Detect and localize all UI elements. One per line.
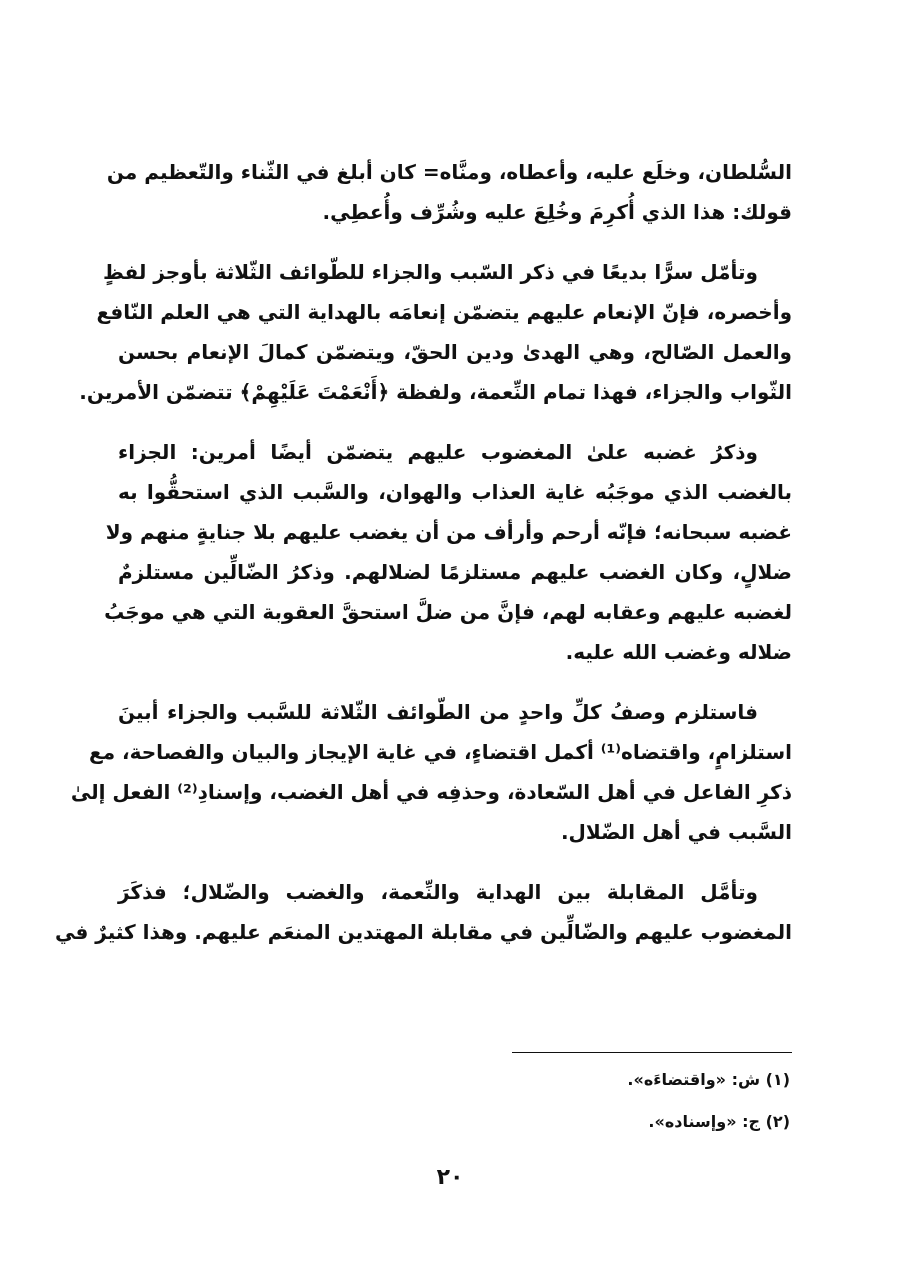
- text-line: فاستلزم وصفُ كلِّ واحدٍ من الطّوائف الثّلاثة للسَّبب والجزاء أبينَ: [118, 700, 758, 724]
- footnote-1: (١) ش: «واقتضاءَه».: [627, 1070, 790, 1089]
- text-line: وتأمّل سرًّا بديعًا في ذكر السّبب والجزاء للطّوائف الثّلاثة بأوجز لفظٍ: [103, 260, 758, 284]
- text-line: غضبه سبحانه؛ فإنّه أرحم وأرأف من أن يغضب عليهم بلا جنايةٍ منهم ولا: [105, 520, 792, 544]
- text-line: الثّواب والجزاء، فهذا تمام النِّعمة، ولفظة ﴿أَنْعَمْتَ عَلَيْهِمْ﴾ تتضمّن الأمرين.: [79, 380, 792, 404]
- paragraph: [70, 692, 792, 852]
- footnote-2: (٢) ج: «وإسناده».: [648, 1112, 790, 1131]
- text-line: استلزامٍ، واقتضاه⁽¹⁾ أكمل اقتضاءٍ، في غاية الإيجاز والبيان والفصاحة، مع: [89, 740, 792, 764]
- paragraph: [104, 432, 792, 672]
- footnote-divider: [512, 1052, 792, 1053]
- paragraph: [54, 872, 792, 952]
- text-line: وذكرُ غضبه علىٰ المغضوب عليهم يتضمّن أيضًا أمرين: الجزاء: [118, 440, 758, 464]
- paragraph: [79, 252, 792, 412]
- text-line: المغضوب عليهم والضّالِّين في مقابلة المهتدين المنعَم عليهم. وهذا كثيرٌ في: [54, 920, 792, 944]
- text-line: والعمل الصّالح، وهي الهدىٰ ودين الحقّ، ويتضمّن كمالَ الإنعام بحسن: [118, 340, 792, 364]
- text-line: لغضبه عليهم وعقابه لهم، فإنَّ من ضلَّ استحقَّ العقوبة التي هي موجَبُ: [104, 600, 792, 624]
- text-line: وأخصره، فإنّ الإنعام عليهم يتضمّن إنعامَه بالهداية التي هي العلم النّافع: [96, 300, 792, 324]
- text-line: السَّبب في أهل الضّلال.: [560, 820, 792, 844]
- text-line: ضلاله وغضب الله عليه.: [565, 640, 792, 664]
- text-line: ضلالٍ، وكان الغضب عليهم مستلزمًا لضلالهم. وذكرُ الضّالِّين مستلزمٌ: [118, 560, 792, 584]
- paragraph: [106, 152, 792, 232]
- text-line: بالغضب الذي موجَبُه غاية العذاب والهوان، والسَّبب الذي استحقُّوا به: [118, 480, 792, 504]
- page-number: ٢٠: [436, 1165, 464, 1190]
- text-line: ذكرِ الفاعل في أهل السّعادة، وحذفِه في أهل الغضب، وإسنادِ⁽²⁾ الفعل إلىٰ: [70, 780, 792, 804]
- text-line: وتأمَّل المقابلة بين الهداية والنِّعمة، والغضب والضّلال؛ فذكَرَ: [118, 880, 758, 904]
- text-line: قولك: هذا الذي أُكرِمَ وخُلِعَ عليه وشُرِّف وأُعطِي.: [322, 200, 792, 224]
- text-line: السُّلطان، وخلَع عليه، وأعطاه، ومنَّاه= كان أبلغ في الثّناء والتّعظيم من: [106, 160, 792, 184]
- body-text: [54, 152, 792, 972]
